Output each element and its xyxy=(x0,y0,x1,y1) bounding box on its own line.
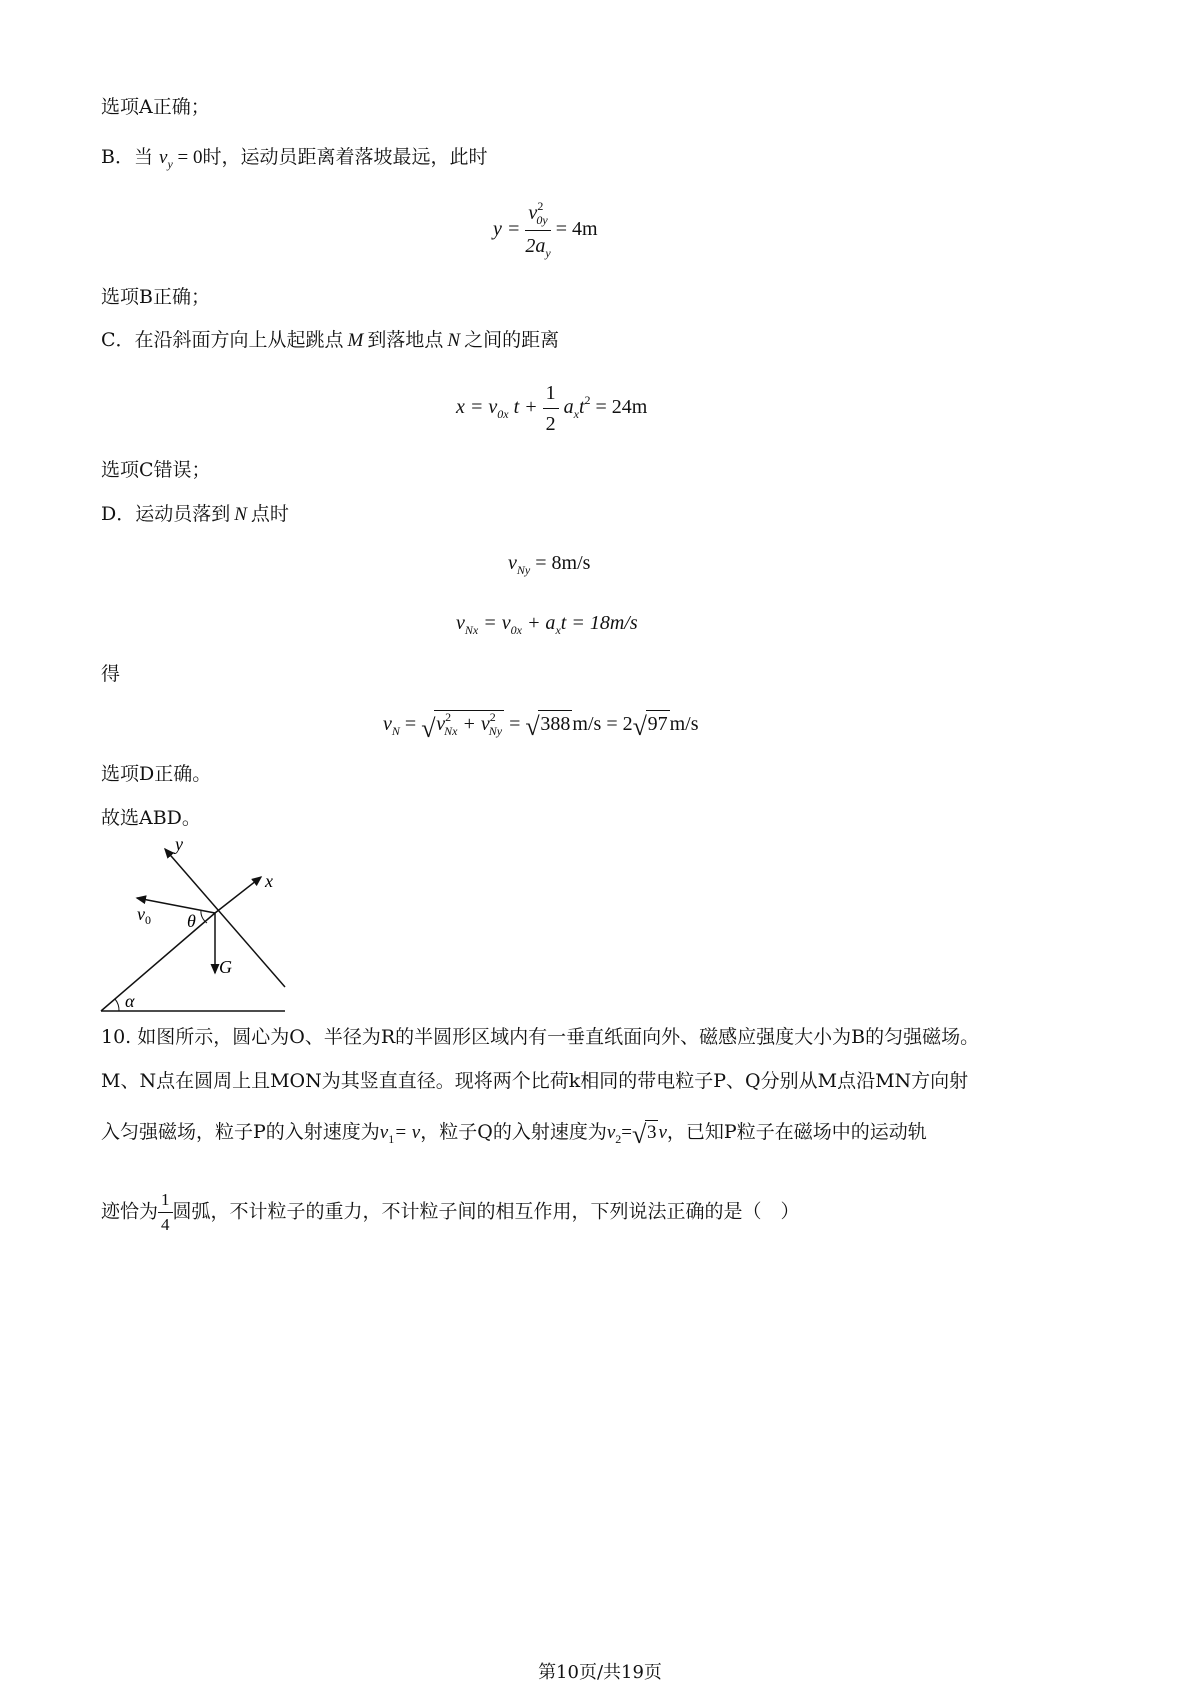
question-line-3: 入匀强磁场，粒子P的入射速度为$v_1= v$，粒子Q的入射速度为$v_2=$ √ 3 v，已知P粒子在磁场中的运动轨 xyxy=(101,1120,927,1149)
final-answer: 故选ABD。 xyxy=(101,807,201,829)
equation-d3: $v_N$ = √ $v^2_{Nx} + v^2_{Ny}$ = √ 388 m/s = 2 √ 97 m/s xyxy=(383,710,699,743)
option-d-conclusion: 选项D正确。 xyxy=(101,763,212,785)
equation-d2: $v_{Nx} = v_{0x} + a_xt = 18m/s$ xyxy=(456,612,638,637)
page-footer: 第10页/共19页 xyxy=(538,1662,662,1683)
label-theta: θ xyxy=(187,911,196,931)
option-c-conclusion: 选项C错误； xyxy=(101,459,211,481)
alpha-arc xyxy=(115,999,119,1011)
question-line-4: 迹恰为 $\frac{1}{4}$ 圆弧，不计粒子的重力，不计粒子间的相互作用，下列说法正确的是（ ） xyxy=(101,1190,800,1234)
option-a-conclusion: 选项A正确； xyxy=(101,96,210,118)
question-line-2: M、N点在圆周上且MON为其竖直直径。现将两个比荷k相同的带电粒子P、Q分别从M点沿MN方向射 xyxy=(101,1070,969,1092)
option-d-text: D．运动员落到 N 点时 xyxy=(101,503,289,525)
option-b-conclusion: 选项B正确； xyxy=(101,286,210,308)
x-axis-arrow xyxy=(215,877,261,913)
equation-d1: $v_{Ny} = 8m/s$ xyxy=(508,552,591,577)
option-c-text: C．在沿斜面方向上从起跳点 M 到落地点 N 之间的距离 xyxy=(101,329,560,351)
equation-c: $x = v_{0x}$ t + $\frac{1}{2}$ $a_xt^2 = 24m$ xyxy=(456,382,648,435)
label-y: y xyxy=(175,835,183,854)
slope-line xyxy=(101,913,215,1011)
v0-arrow xyxy=(137,898,215,913)
option-b-condition: B．当 $v_y = 0$时，运动员距离着落坡最远，此时 xyxy=(101,146,488,171)
label-g: G xyxy=(219,957,232,977)
label-v0: $v_0$ xyxy=(137,904,151,927)
equation-b: y = $\frac{v^2_{0y}}{2a_y}$ = 4m xyxy=(493,199,598,260)
force-diagram xyxy=(95,835,305,1015)
question-line-1: 10. 如图所示，圆心为O、半径为R的半圆形区域内有一垂直纸面向外、磁感应强度大小为B的匀强磁场。 xyxy=(101,1026,980,1048)
label-x: x xyxy=(265,871,273,891)
label-alpha: α xyxy=(125,991,135,1011)
therefore-text: 得 xyxy=(101,663,121,685)
